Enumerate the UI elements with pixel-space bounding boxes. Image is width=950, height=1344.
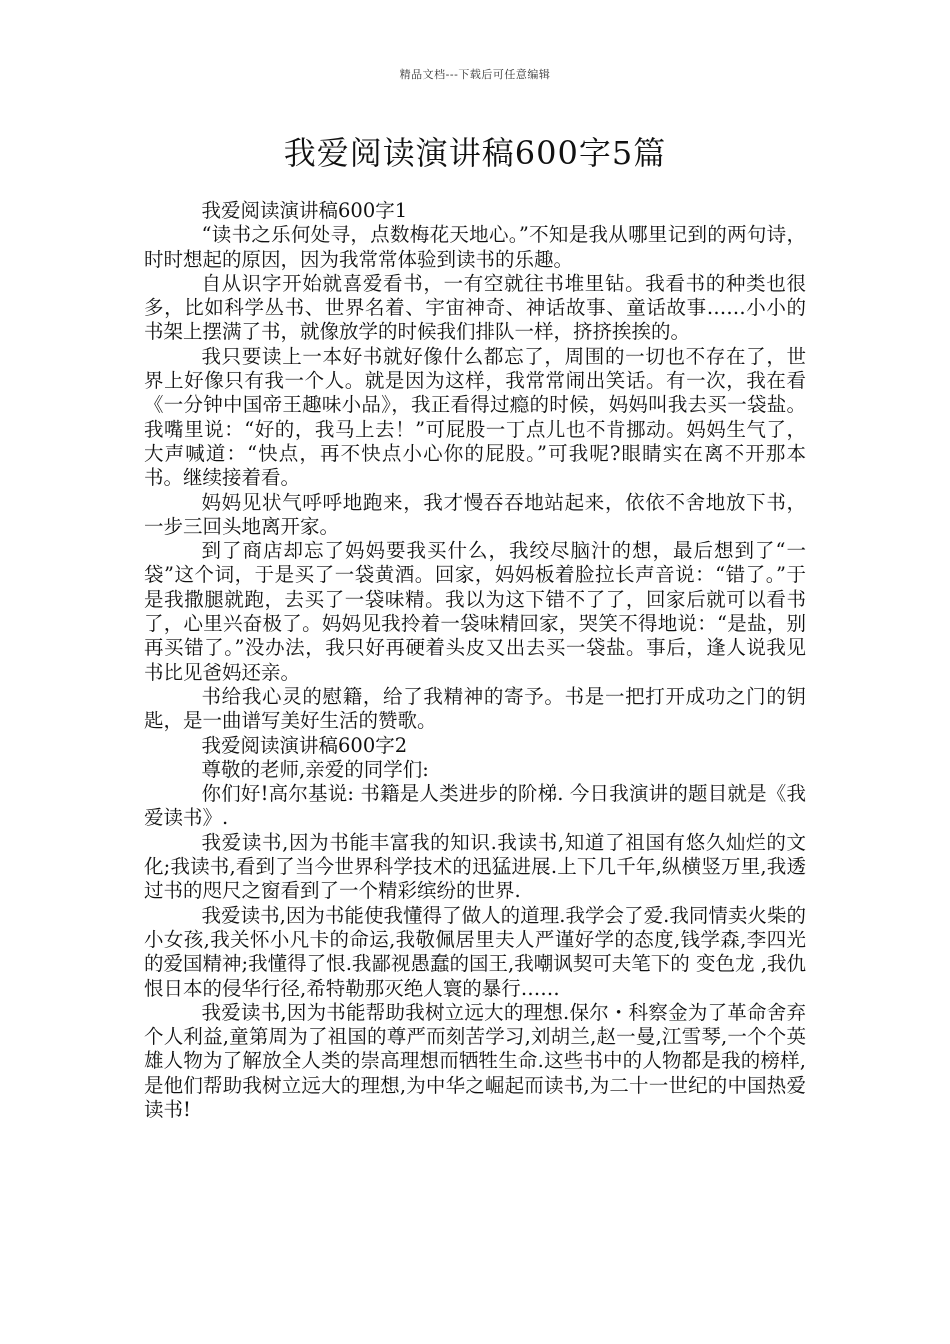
salutation: 尊敬的老师,亲爱的同学们: (201, 757, 429, 781)
document-title: 我爱阅读演讲稿600字5篇 (283, 134, 667, 172)
paragraph: 我爱读书,因为书能丰富我的知识.我读书,知道了祖国有悠久灿烂的文化;我读书,看到了当今世界科学技术的迅猛进展.上下几千年,纵横竖万里,我透过书的咫尺之窗看到了一个精彩缤纷的世界. (144, 830, 806, 903)
paragraph: 你们好!高尔基说: 书籍是人类进步的阶梯. 今日我演讲的题目就是《我爱读书》. (144, 782, 806, 830)
paragraph: 我爱读书,因为书能帮助我树立远大的理想.保尔・科察金为了革命舍弃个人利益,童第周为了祖国的尊严而刻苦学习,刘胡兰,赵一曼,江雪琴,一个个英雄人物为了解放全人类的崇高理想而牺牲生命.这些书中的人物都是我的榜样,是他们帮助我树立远大的理想,为中华之崛起而读书,为二十一世纪的中国热爱读书! (144, 1000, 806, 1121)
section-heading: 我爱阅读演讲稿600字2 (201, 733, 408, 757)
paragraph: 我爱读书,因为书能使我懂得了做人的道理.我学会了爱.我同情卖火柴的小女孩,我关怀小凡卡的命运,我敬佩居里夫人严谨好学的态度,钱学森,李四光的爱国精神;我懂得了恨.我鄙视愚蠢的国王,我嘲讽契可夫笔下的 变色龙 ,我仇恨日本的侵华行径,希特勒那灭绝人寰的暴行…… (144, 903, 806, 1000)
page-header-note: 精品文档---下载后可任意编辑 (399, 68, 551, 81)
paragraph: 妈妈见状气呼呼地跑来，我才慢吞吞地站起来，依依不舍地放下书，一步三回头地离开家。 (144, 490, 806, 538)
paragraph: “读书之乐何处寻，点数梅花天地心。”不知是我从哪里记到的两句诗，时时想起的原因，因为我常常体验到读书的乐趣。 (144, 223, 806, 271)
paragraph: 自从识字开始就喜爱看书，一有空就往书堆里钻。我看书的种类也很多，比如科学丛书、世界名着、宇宙神奇、神话故事、童话故事……小小的书架上摆满了书，就像放学的时候我们排队一样，挤挤挨挨的。 (144, 271, 806, 344)
document-body (144, 199, 806, 1122)
paragraph: 到了商店却忘了妈妈要我买什么，我绞尽脑汁的想，最后想到了“一袋”这个词，于是买了一袋黄酒。回家，妈妈板着脸拉长声音说：“错了。”于是我撒腿就跑，去买了一袋味精。我以为这下错不了了，回家后就可以看书了，心里兴奋极了。妈妈见我拎着一袋味精回家，哭笑不得地说：“是盐，别再买错了。”没办法，我只好再硬着头皮又出去买一袋盐。事后，逢人说我见书比见爸妈还亲。 (144, 539, 806, 684)
paragraph: 我只要读上一本好书就好像什么都忘了，周围的一切也不存在了，世界上好像只有我一个人。就是因为这样，我常常闹出笑话。有一次，我在看《一分钟中国帝王趣味小品》，我正看得过瘾的时候，妈妈叫我去买一袋盐。我嘴里说：“好的，我马上去！”可屁股一丁点儿也不肯挪动。妈妈生气了，大声喊道：“快点，再不快点小心你的屁股。”可我呢?眼睛实在离不开那本书。继续接着看。 (144, 344, 806, 490)
section-heading: 我爱阅读演讲稿600字1 (201, 199, 408, 222)
paragraph: 书给我心灵的慰籍，给了我精神的寄予。书是一把打开成功之门的钥匙，是一曲谱写美好生活的赞歌。 (144, 684, 806, 733)
